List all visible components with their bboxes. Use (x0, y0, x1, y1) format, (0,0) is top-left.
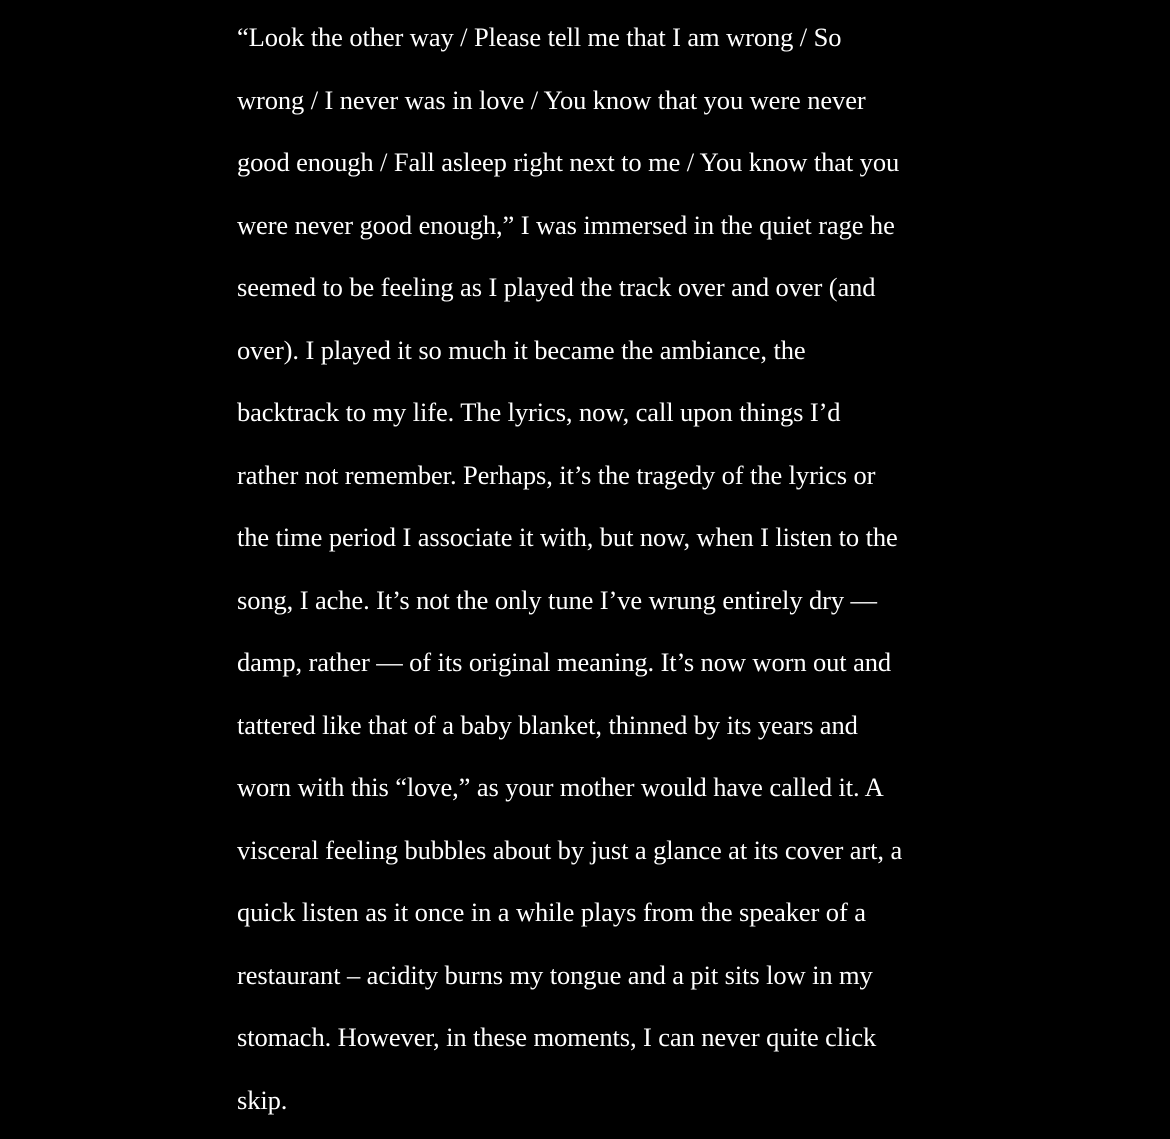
paragraph-line-7: backtrack to my life. The lyrics, now, call upon things I’d (237, 397, 841, 427)
article-paragraph (237, 6, 937, 1131)
paragraph-line-18: skip. (237, 1084, 288, 1115)
paragraph-line-17: stomach. However, in these moments, I can never quite click (237, 1022, 877, 1052)
paragraph-line-8: rather not remember. Perhaps, it’s the tragedy of the lyrics or (237, 459, 876, 490)
paragraph-line-14: visceral feeling bubbles about by just a glance at its cover art, a (237, 834, 903, 865)
paragraph-line-10: song, I ache. It’s not the only tune I’ve wrung entirely dry — (237, 584, 877, 615)
paragraph-line-4: were never good enough,” I was immersed in the quiet rage he (237, 209, 895, 240)
paragraph-line-3: good enough / Fall asleep right next to me / You know that you (237, 147, 900, 177)
paragraph-line-1: “Look the other way / Please tell me that I am wrong / So (237, 22, 842, 52)
paragraph-line-6: over). I played it so much it became the ambiance, the (237, 334, 806, 365)
paragraph-line-9: the time period I associate it with, but now, when I listen to the (237, 522, 898, 552)
paragraph-line-15: quick listen as it once in a while plays from the speaker of a (237, 897, 866, 927)
paragraph-line-16: restaurant – acidity burns my tongue and a pit sits low in my (237, 959, 873, 990)
paragraph-line-5: seemed to be feeling as I played the track over and over (and (237, 272, 876, 302)
paragraph-line-2: wrong / I never was in love / You know that you were never (237, 84, 866, 115)
paragraph-line-13: worn with this “love,” as your mother would have called it. A (237, 772, 884, 802)
paragraph-line-12: tattered like that of a baby blanket, thinned by its years and (237, 709, 858, 740)
paragraph-line-11: damp, rather — of its original meaning. It’s now worn out and (237, 647, 892, 677)
